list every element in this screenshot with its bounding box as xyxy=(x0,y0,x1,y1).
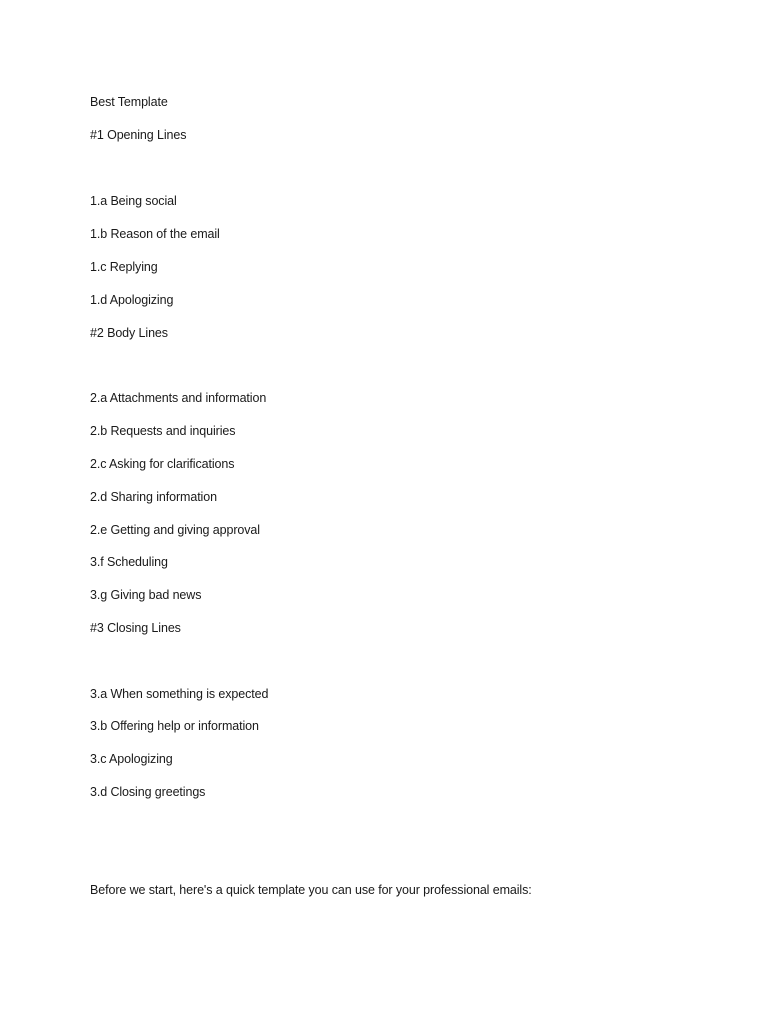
section-heading-closing-lines: #3 Closing Lines xyxy=(90,621,181,635)
list-item: 1.b Reason of the email xyxy=(90,227,220,241)
list-item: 2.d Sharing information xyxy=(90,490,217,504)
list-item: 3.b Offering help or information xyxy=(90,719,259,733)
list-item: 3.g Giving bad news xyxy=(90,588,202,602)
list-item: 2.e Getting and giving approval xyxy=(90,523,260,537)
list-item: 1.a Being social xyxy=(90,194,177,208)
section-heading-body-lines: #2 Body Lines xyxy=(90,326,168,340)
closing-paragraph: Before we start, here's a quick template you can use for your professional emails: xyxy=(90,883,532,897)
document-title: Best Template xyxy=(90,95,168,109)
list-item: 1.c Replying xyxy=(90,260,158,274)
list-item: 3.c Apologizing xyxy=(90,752,173,766)
list-item: 3.f Scheduling xyxy=(90,555,168,569)
list-item: 2.c Asking for clarifications xyxy=(90,457,235,471)
list-item: 3.d Closing greetings xyxy=(90,785,206,799)
section-heading-opening-lines: #1 Opening Lines xyxy=(90,128,187,142)
list-item: 1.d Apologizing xyxy=(90,293,174,307)
list-item: 2.b Requests and inquiries xyxy=(90,424,236,438)
list-item: 2.a Attachments and information xyxy=(90,391,267,405)
list-item: 3.a When something is expected xyxy=(90,687,269,701)
